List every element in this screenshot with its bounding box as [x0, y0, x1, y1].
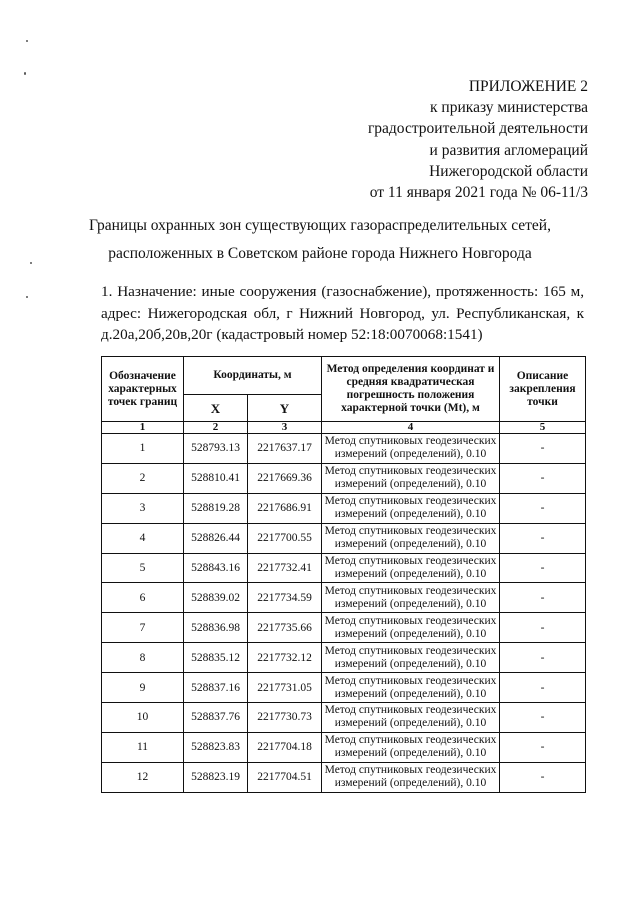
cell-y: 2217731.05 — [248, 673, 322, 703]
cell-x: 528823.19 — [184, 762, 248, 792]
cell-point: 11 — [102, 732, 184, 762]
cell-point: 4 — [102, 523, 184, 553]
cell-x: 528839.02 — [184, 583, 248, 613]
cell-y: 2217637.17 — [248, 434, 322, 464]
cell-description: - — [500, 673, 586, 703]
table-row — [102, 762, 586, 792]
scan-speck — [26, 296, 28, 298]
cell-point: 2 — [102, 463, 184, 493]
purpose-line: 1. Назначение: иные сооружения (газоснабжение), протяженность: 165 м, — [101, 283, 584, 300]
title-line: Границы охранных зон существующих газораспределительных сетей, — [89, 217, 551, 234]
header-y: Y — [248, 395, 322, 422]
column-number: 5 — [500, 422, 586, 434]
purpose-line: д.20а,20б,20в,20г (кадастровый номер 52:18:0070068:1541) — [101, 326, 483, 343]
coordinates-table — [101, 356, 586, 793]
cell-point: 6 — [102, 583, 184, 613]
table-row — [102, 673, 586, 703]
table-row — [102, 732, 586, 762]
cell-point: 5 — [102, 553, 184, 583]
table-row — [102, 523, 586, 553]
cell-method: Метод спутниковых геодезических измерений (определений), 0.10 — [322, 762, 500, 792]
cell-point: 8 — [102, 643, 184, 673]
appendix-line: от 11 января 2021 года № 06-11/3 — [369, 184, 588, 202]
table-row — [102, 434, 586, 464]
header-method: Метод определения координат и средняя квадратическая погрешность положения характерной точки (Mt), м — [322, 357, 500, 422]
cell-description: - — [500, 613, 586, 643]
cell-point: 3 — [102, 493, 184, 523]
column-number: 1 — [102, 422, 184, 434]
purpose-paragraph — [101, 281, 584, 346]
cell-point: 9 — [102, 673, 184, 703]
cell-description: - — [500, 463, 586, 493]
cell-point: 1 — [102, 434, 184, 464]
cell-method: Метод спутниковых геодезических измерений (определений), 0.10 — [322, 732, 500, 762]
header-point: Обозначение характерных точек границ — [102, 357, 184, 422]
cell-point: 10 — [102, 703, 184, 733]
cell-y: 2217735.66 — [248, 613, 322, 643]
cell-x: 528836.98 — [184, 613, 248, 643]
table-row — [102, 493, 586, 523]
table-row — [102, 463, 586, 493]
cell-description: - — [500, 762, 586, 792]
column-number: 4 — [322, 422, 500, 434]
appendix-line: Нижегородской области — [429, 162, 588, 180]
cell-description: - — [500, 523, 586, 553]
cell-x: 528819.28 — [184, 493, 248, 523]
cell-x: 528826.44 — [184, 523, 248, 553]
cell-method: Метод спутниковых геодезических измерений (определений), 0.10 — [322, 553, 500, 583]
cell-point: 12 — [102, 762, 184, 792]
header-coordinates: Координаты, м — [184, 357, 322, 395]
table-row — [102, 613, 586, 643]
cell-x: 528843.16 — [184, 553, 248, 583]
cell-y: 2217732.41 — [248, 553, 322, 583]
cell-description: - — [500, 643, 586, 673]
cell-method: Метод спутниковых геодезических измерений (определений), 0.10 — [322, 463, 500, 493]
table-row — [102, 703, 586, 733]
cell-method: Метод спутниковых геодезических измерений (определений), 0.10 — [322, 613, 500, 643]
appendix-line: и развития агломераций — [429, 141, 588, 159]
header-x: X — [184, 395, 248, 422]
cell-method: Метод спутниковых геодезических измерений (определений), 0.10 — [322, 643, 500, 673]
cell-description: - — [500, 553, 586, 583]
cell-point: 7 — [102, 613, 184, 643]
cell-y: 2217732.12 — [248, 643, 322, 673]
appendix-line: к приказу министерства — [430, 99, 588, 117]
header-description: Описание закрепления точки — [500, 357, 586, 422]
table-row — [102, 643, 586, 673]
scan-speck — [30, 262, 32, 264]
cell-description: - — [500, 703, 586, 733]
cell-description: - — [500, 493, 586, 523]
cell-method: Метод спутниковых геодезических измерений (определений), 0.10 — [322, 673, 500, 703]
table-row — [102, 583, 586, 613]
appendix-line: ПРИЛОЖЕНИЕ 2 — [468, 78, 588, 95]
appendix-line: градостроительной деятельности — [367, 120, 588, 138]
cell-y: 2217704.18 — [248, 732, 322, 762]
document-title — [40, 212, 600, 268]
cell-description: - — [500, 583, 586, 613]
cell-y: 2217700.55 — [248, 523, 322, 553]
purpose-line: адрес: Нижегородская обл, г Нижний Новгород, ул. Республиканская, к — [101, 304, 584, 322]
scan-speck — [24, 72, 26, 75]
cell-method: Метод спутниковых геодезических измерений (определений), 0.10 — [322, 523, 500, 553]
cell-x: 528793.13 — [184, 434, 248, 464]
cell-description: - — [500, 732, 586, 762]
cell-description: - — [500, 434, 586, 464]
title-line: расположенных в Советском районе города Нижнего Новгорода — [108, 245, 532, 262]
column-number-row — [102, 422, 586, 434]
cell-x: 528810.41 — [184, 463, 248, 493]
cell-method: Метод спутниковых геодезических измерений (определений), 0.10 — [322, 434, 500, 464]
table-row — [102, 553, 586, 583]
cell-y: 2217734.59 — [248, 583, 322, 613]
cell-method: Метод спутниковых геодезических измерений (определений), 0.10 — [322, 583, 500, 613]
column-number: 2 — [184, 422, 248, 434]
cell-x: 528823.83 — [184, 732, 248, 762]
cell-y: 2217704.51 — [248, 762, 322, 792]
cell-x: 528837.16 — [184, 673, 248, 703]
scan-speck — [26, 40, 28, 42]
cell-x: 528835.12 — [184, 643, 248, 673]
cell-method: Метод спутниковых геодезических измерений (определений), 0.10 — [322, 703, 500, 733]
cell-y: 2217669.36 — [248, 463, 322, 493]
appendix-header — [288, 76, 588, 203]
cell-y: 2217730.73 — [248, 703, 322, 733]
cell-method: Метод спутниковых геодезических измерений (определений), 0.10 — [322, 493, 500, 523]
cell-y: 2217686.91 — [248, 493, 322, 523]
column-number: 3 — [248, 422, 322, 434]
cell-x: 528837.76 — [184, 703, 248, 733]
